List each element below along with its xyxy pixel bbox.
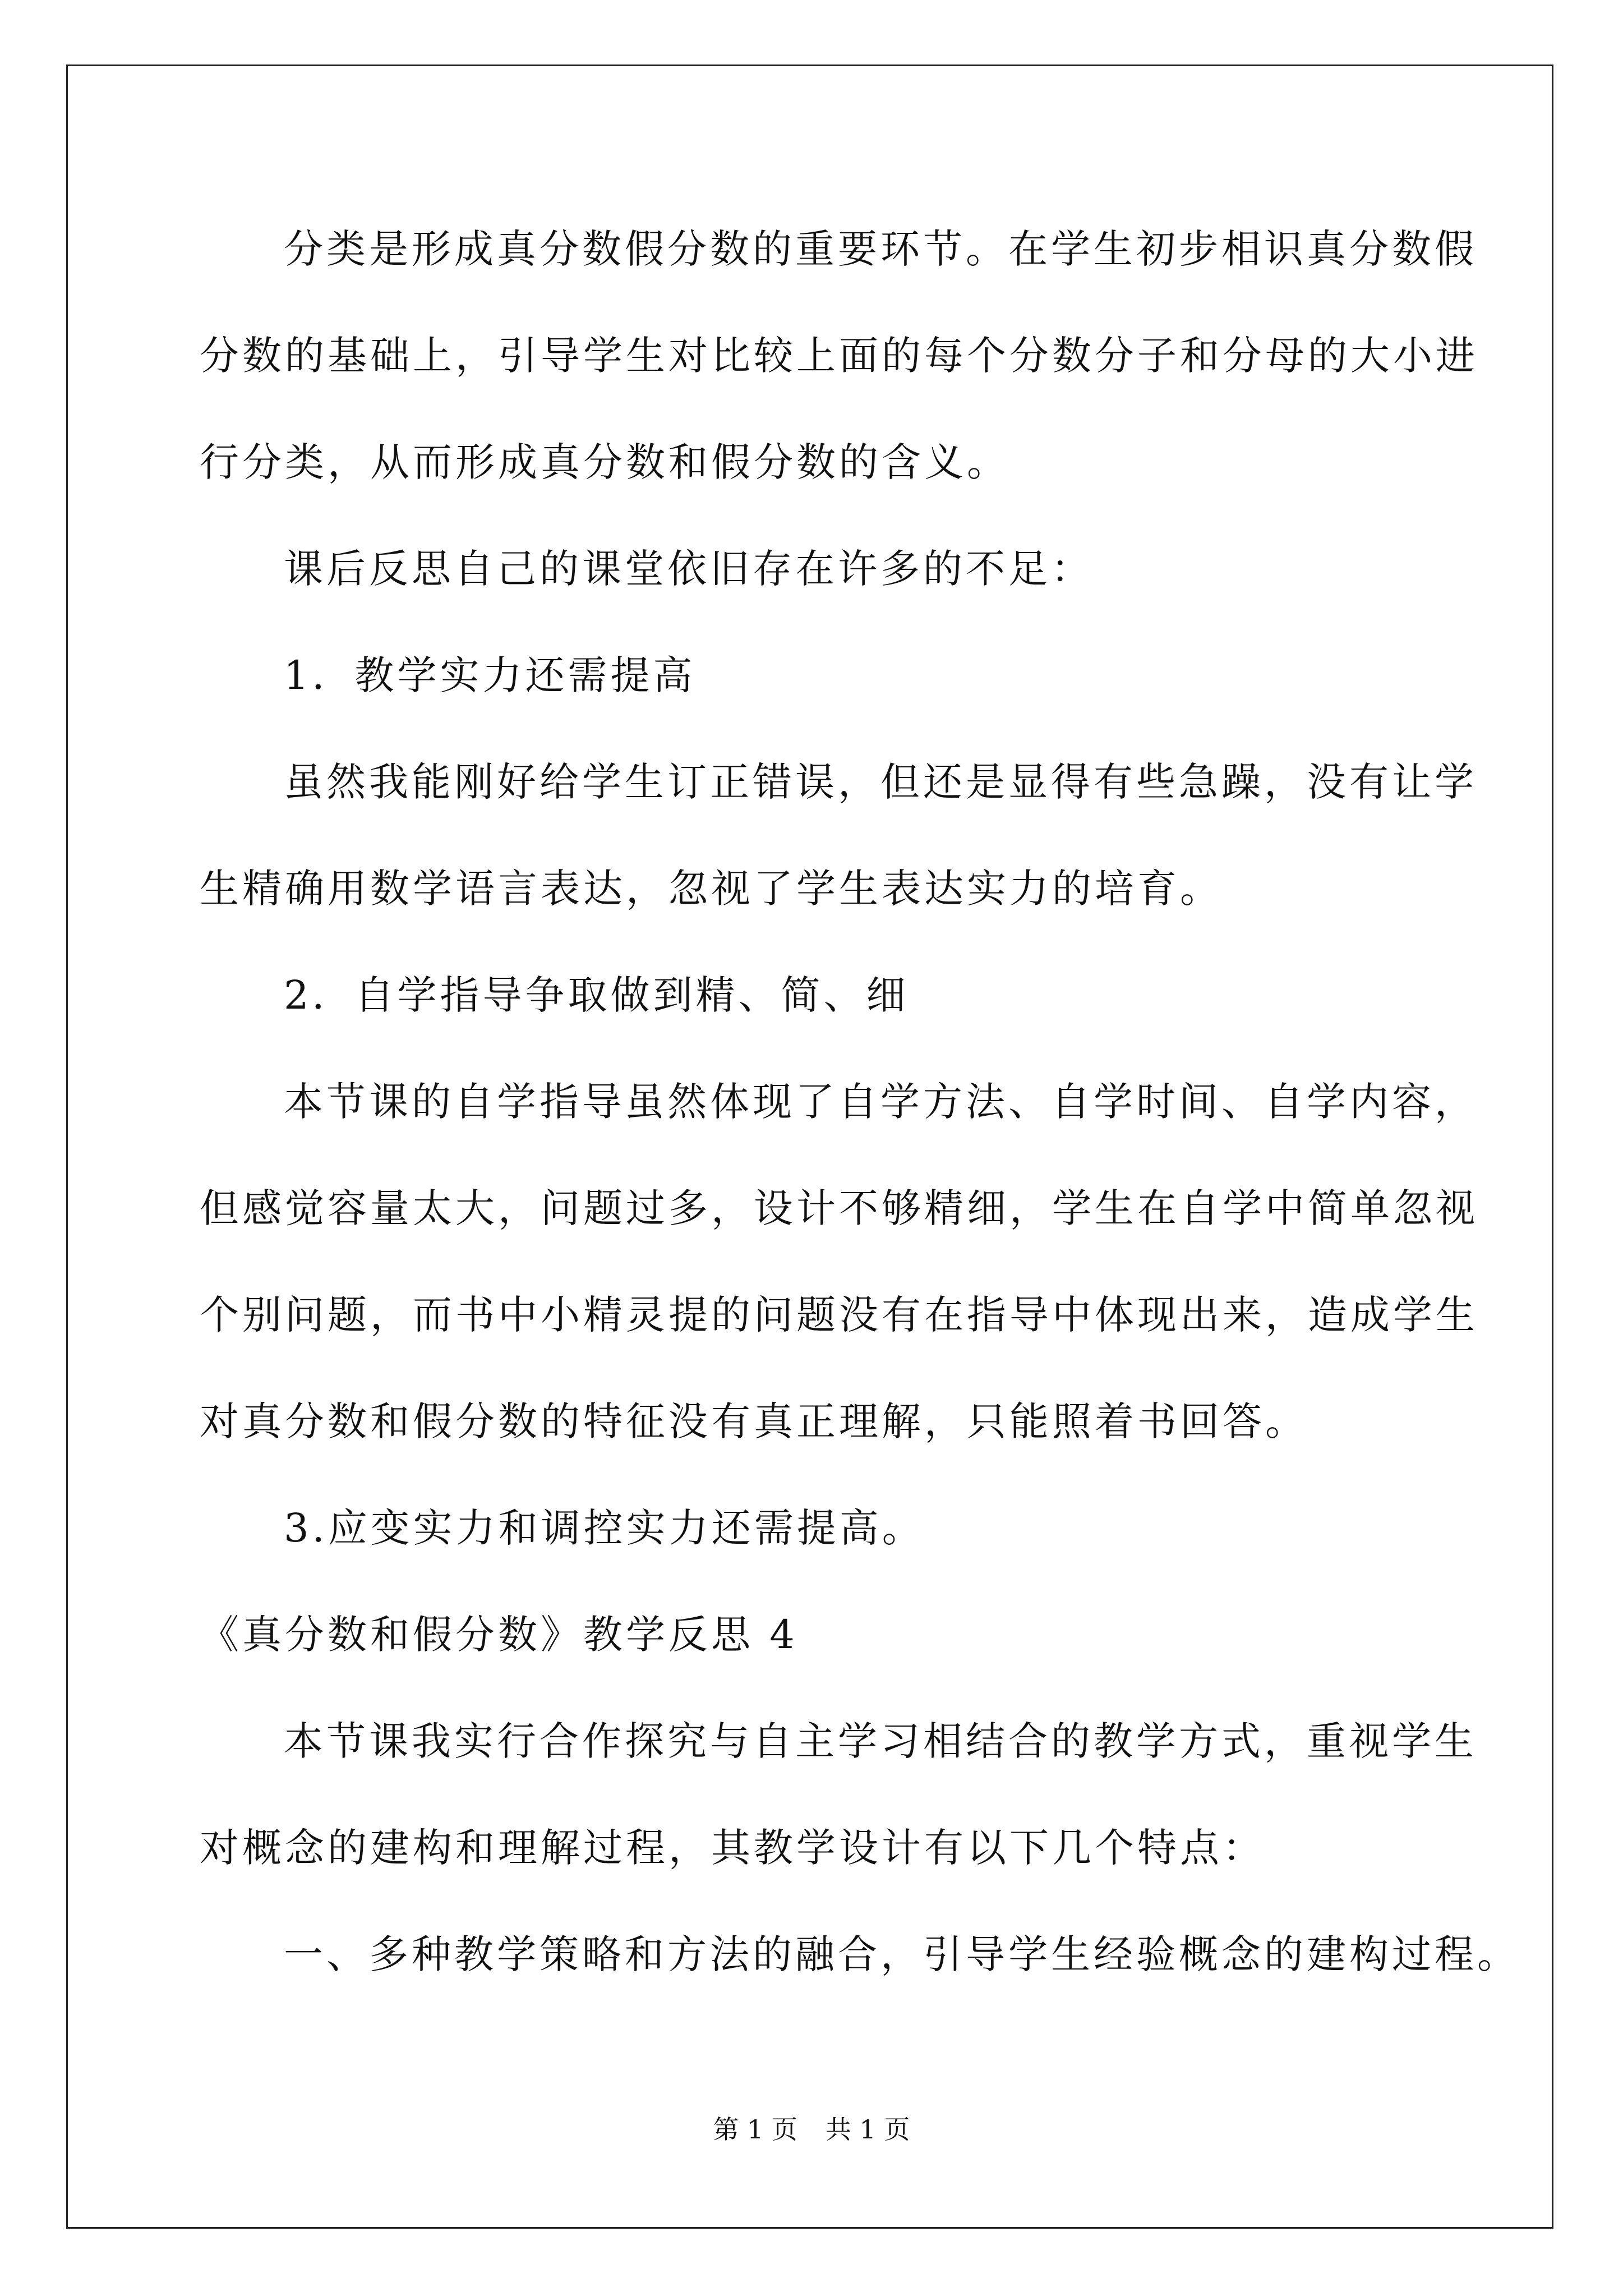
section-title: 《真分数和假分数》教学反思 4 bbox=[200, 1612, 798, 1658]
paragraph-line: 分数的基础上，引导学生对比较上面的每个分数分子和分母的大小进 bbox=[200, 333, 1478, 379]
paragraph-line: 个别问题，而书中小精灵提的问题没有在指导中体现出来，造成学生 bbox=[200, 1292, 1478, 1338]
page-border bbox=[66, 65, 1553, 2229]
paragraph-line: 对真分数和假分数的特征没有真正理解，只能照着书回答。 bbox=[200, 1398, 1308, 1444]
page-number: 第 1 页 bbox=[713, 2114, 797, 2145]
paragraph-line: 本节课的自学指导虽然体现了自学方法、自学时间、自学内容， bbox=[284, 1079, 1477, 1125]
paragraph-line: 生精确用数学语言表达，忽视了学生表达实力的培育。 bbox=[200, 866, 1223, 912]
paragraph-line: 一、多种教学策略和方法的融合，引导学生经验概念的建构过程。 bbox=[284, 1931, 1520, 1977]
list-item-heading: 3.应变实力和调控实力还需提高。 bbox=[284, 1505, 925, 1551]
paragraph-line: 本节课我实行合作探究与自主学习相结合的教学方式，重视学生 bbox=[284, 1718, 1477, 1764]
paragraph-line: 分类是形成真分数假分数的重要环节。在学生初步相识真分数假 bbox=[284, 226, 1477, 272]
list-item-heading: 2．自学指导争取做到精、简、细 bbox=[284, 972, 909, 1018]
paragraph-line: 课后反思自己的课堂依旧存在许多的不足： bbox=[284, 546, 1094, 592]
page-total: 共 1 页 bbox=[826, 2114, 910, 2145]
paragraph-line: 虽然我能刚好给学生订正错误，但还是显得有些急躁，没有让学 bbox=[284, 759, 1477, 805]
page-footer bbox=[0, 2113, 1623, 2146]
paragraph-line: 但感觉容量太大，问题过多，设计不够精细，学生在自学中简单忽视 bbox=[200, 1185, 1478, 1231]
paragraph-line: 行分类，从而形成真分数和假分数的含义。 bbox=[200, 439, 1009, 485]
paragraph-line: 对概念的建构和理解过程，其教学设计有以下几个特点： bbox=[200, 1825, 1265, 1871]
list-item-heading: 1．教学实力还需提高 bbox=[284, 652, 696, 698]
